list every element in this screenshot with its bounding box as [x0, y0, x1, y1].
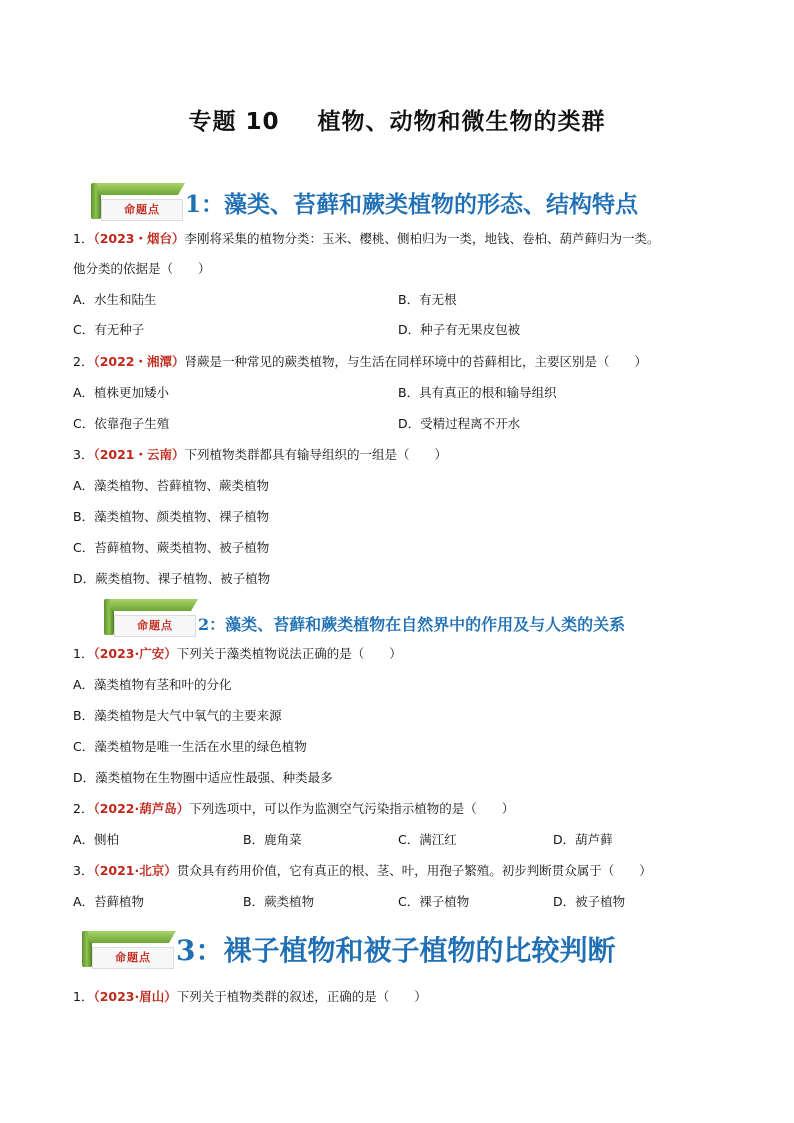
question-3-1: 1．（2023·眉山）下列关于植物类群的叙述，正确的是（ ） [73, 989, 427, 1004]
option-d: D．蕨类植物、裸子植物、被子植物 [73, 571, 271, 586]
option-d: D．种子有无果皮包被 [398, 322, 521, 337]
option-b: B．鹿角菜 [243, 832, 302, 847]
question-2-1: 1．（2023·广安）下列关于藻类植物说法正确的是（ ） [73, 646, 402, 661]
section-title: 2：藻类、苔藓和蕨类植物在自然界中的作用及与人类的关系 [198, 615, 626, 634]
option-d: D．葫芦藓 [553, 832, 613, 847]
flag-icon: 命题点 [100, 597, 200, 637]
option-a: A．植株更加矮小 [73, 385, 170, 400]
option-b: B．蕨类植物 [243, 894, 315, 909]
option-c: C．裸子植物 [398, 894, 470, 909]
question-1-1: 1．（2023・烟台）李刚将采集的植物分类：玉米、樱桃、侧柏归为一类，地钱、卷柏、葫芦藓归为一类。 [73, 231, 660, 246]
option-b: B．藻类植物、颜类植物、裸子植物 [73, 509, 270, 524]
question-2-2: 2．（2022·葫芦岛）下列选项中，可以作为监测空气污染指示植物的是（ ） [73, 801, 515, 816]
section-title: 3：裸子植物和被子植物的比较判断 [176, 934, 616, 967]
option-a: A．藻类植物、苔藓植物、蕨类植物 [73, 478, 270, 493]
option-c: C．苔藓植物、蕨类植物、被子植物 [73, 540, 270, 555]
option-d: D．藻类植物在生物圈中适应性最强、种类最多 [73, 770, 333, 785]
section-title: 1：藻类、苔藓和蕨类植物的形态、结构特点 [185, 191, 639, 218]
question-1-1-stem-cont: 他分类的依据是（ ） [73, 261, 211, 276]
option-a: A．苔藓植物 [73, 894, 145, 909]
question-1-3: 3．（2021・云南）下列植物类群都具有输导组织的一组是（ ） [73, 447, 448, 462]
option-c: C．有无种子 [73, 322, 145, 337]
option-c: C．依靠孢子生殖 [73, 416, 170, 431]
option-b: B．具有真正的根和输导组织 [398, 385, 557, 400]
question-2-3: 3．（2021·北京）贯众具有药用价值，它有真正的根、茎、叶，用孢子繁殖。初步判断贯众属于（ ） [73, 863, 652, 878]
option-b: B．有无根 [398, 292, 457, 307]
option-c: C．藻类植物是唯一生活在水里的绿色植物 [73, 739, 307, 754]
flag-icon: 命题点 [78, 929, 178, 969]
option-c: C．满江红 [398, 832, 457, 847]
question-1-2: 2．（2022・湘潭）肾蕨是一种常见的蕨类植物，与生活在同样环境中的苔藓相比，主要区别是（ ） [73, 354, 648, 369]
option-a: A．藻类植物有茎和叶的分化 [73, 677, 232, 692]
option-d: D．被子植物 [553, 894, 626, 909]
option-b: B．藻类植物是大气中氧气的主要来源 [73, 708, 282, 723]
flag-icon: 命题点 [87, 181, 187, 221]
page-title: 专题 10 植物、动物和微生物的类群 [188, 109, 606, 135]
option-a: A．水生和陆生 [73, 292, 157, 307]
option-d: D．受精过程离不开水 [398, 416, 521, 431]
option-a: A．侧柏 [73, 832, 120, 847]
